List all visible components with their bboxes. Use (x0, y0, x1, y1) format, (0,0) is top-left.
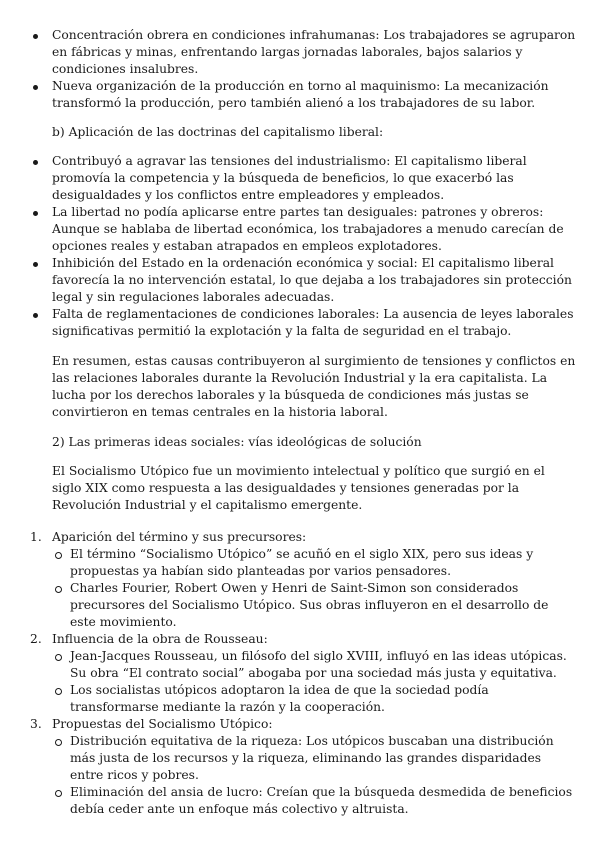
sub-list (0, 733, 600, 818)
numbered-item (0, 529, 600, 631)
numbered-list (0, 529, 600, 818)
sub-list-item: Los socialistas utópicos adoptaron la idea de que la sociedad podía transformarse mediante la razón y la cooperación. (0, 682, 600, 716)
list-item: Inhibición del Estado en la ordenación económica y social: El capitalismo liberal favorecía la no intervención estatal, lo que dejaba a los trabajadores sin protección legal y sin regulaciones laborales adecuadas. (0, 255, 600, 306)
bullet-list-causes (0, 27, 600, 112)
sub-list-item: Charles Fourier, Robert Owen y Henri de Saint-Simon son considerados precursores del Socialismo Utópico. Sus obras influyeron en el desarrollo de este movimiento. (0, 580, 600, 631)
item-title: Aparición del término y sus precursores: (52, 530, 307, 544)
item-number: 3. (30, 717, 42, 731)
section-heading-2: 2) Las primeras ideas sociales: vías ideológicas de solución (52, 435, 422, 449)
list-item: Contribuyó a agravar las tensiones del industrialismo: El capitalismo liberal promovía la competencia y la búsqueda de beneficios, lo que exacerbó las desigualdades y los conflictos entre empleadores y empleados. (0, 153, 600, 204)
bullet-list-capitalism (0, 153, 600, 340)
list-item: Falta de reglamentaciones de condiciones laborales: La ausencia de leyes laborales significativas permitió la explotación y la falta de seguridad en el trabajo. (0, 306, 600, 340)
sub-list-item: El término “Socialismo Utópico” se acuñó en el siglo XIX, pero sus ideas y propuestas ya habían sido planteadas por varios pensadores. (0, 546, 600, 580)
numbered-item (0, 716, 600, 818)
sub-list (0, 546, 600, 631)
intro-paragraph: El Socialismo Utópico fue un movimiento intelectual y político que surgió en el siglo XIX como respuesta a las desigualdades y tensiones generadas por la Revolución Industrial y el capitalismo emergente. (52, 464, 545, 512)
sub-list-item: Eliminación del ansia de lucro: Creían que la búsqueda desmedida de beneficios debía ceder ante un enfoque más colectivo y altruista. (0, 784, 600, 818)
list-item: La libertad no podía aplicarse entre partes tan desiguales: patrones y obreros: Aunque se hablaba de libertad económica, los trabajadores a menudo carecían de opciones reales y estaban atrapados en empleos explotadores. (0, 204, 600, 255)
summary-paragraph: En resumen, estas causas contribuyeron al surgimiento de tensiones y conflictos en las relaciones laborales durante la Revolución Industrial y la era capitalista. La lucha por los derechos laborales y la búsqueda de condiciones más justas se convirtieron en temas centrales en la historia laboral. (52, 354, 576, 419)
sub-list-item: Distribución equitativa de la riqueza: Los utópicos buscaban una distribución más justa de los recursos y la riqueza, eliminando las grandes disparidades entre ricos y pobres. (0, 733, 600, 784)
numbered-item (0, 631, 600, 716)
sub-list (0, 648, 600, 716)
list-item: Concentración obrera en condiciones infrahumanas: Los trabajadores se agruparon en fábricas y minas, enfrentando largas jornadas laborales, bajos salarios y condiciones insalubres. (0, 27, 600, 78)
section-heading-b: b) Aplicación de las doctrinas del capitalismo liberal: (52, 125, 384, 139)
item-number: 1. (30, 530, 42, 544)
item-title: Propuestas del Socialismo Utópico: (52, 717, 273, 731)
list-item: Nueva organización de la producción en torno al maquinismo: La mecanización transformó la producción, pero también alienó a los trabajadores de su labor. (0, 78, 600, 112)
item-title: Influencia de la obra de Rousseau: (52, 632, 268, 646)
item-number: 2. (30, 632, 42, 646)
sub-list-item: Jean-Jacques Rousseau, un filósofo del siglo XVIII, influyó en las ideas utópicas. Su obra “El contrato social” abogaba por una sociedad más justa y equitativa. (0, 648, 600, 682)
